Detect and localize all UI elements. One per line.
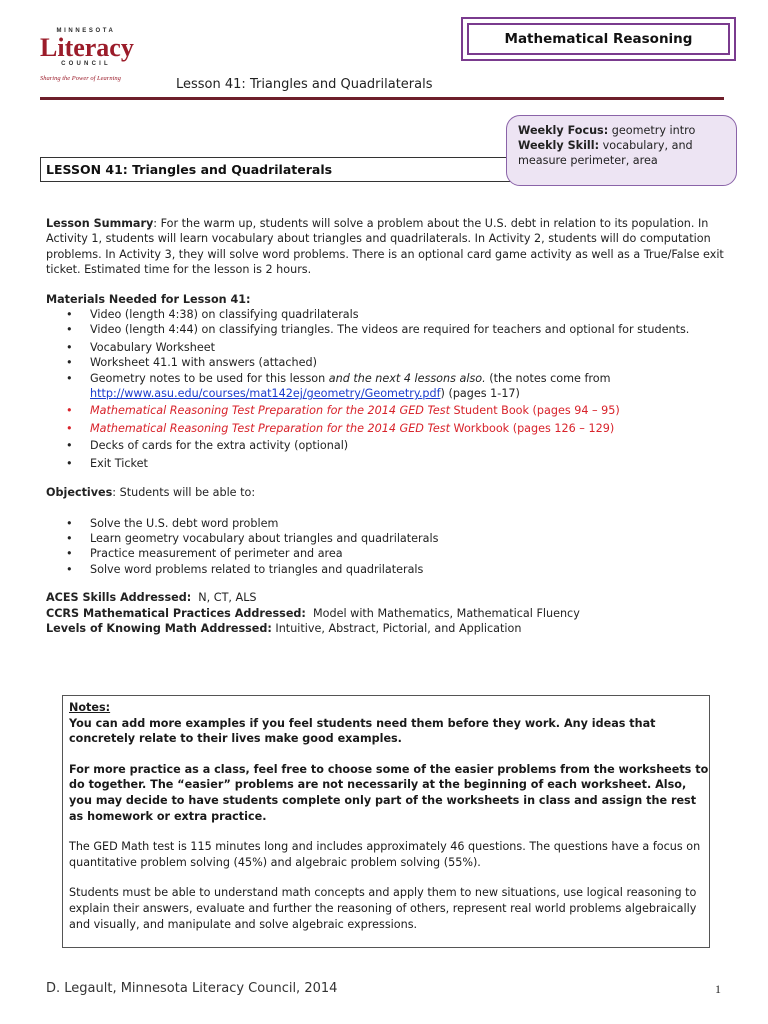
objectives-label: Objectives [46, 486, 113, 500]
course-title-box [461, 17, 736, 61]
geometry-notes-link[interactable]: http://www.asu.edu/courses/mat142ej/geometry/Geometry.pdf [90, 387, 441, 401]
list-item: • Solve word problems related to triangles and quadrilaterals [46, 562, 736, 577]
page-number: 1 [715, 982, 721, 996]
list-item: • Mathematical Reasoning Test Preparation for the 2014 GED Test Workbook (pages 126 – 129) [46, 421, 736, 436]
materials-heading: Materials Needed for Lesson 41: [46, 292, 251, 306]
objectives-list [46, 516, 736, 578]
levels-label: Levels of Knowing Math Addressed: [46, 621, 272, 635]
footer-credit: D. Legault, Minnesota Literacy Council, 2014 [46, 981, 338, 996]
ccrs-label: CCRS Mathematical Practices Addressed: [46, 606, 306, 620]
weekly-focus-label: Weekly Focus: [518, 124, 609, 137]
objectives-intro: : Students will be able to: [112, 486, 256, 500]
lesson-summary-text: : For the warm up, students will solve a problem about the U.S. debt in relation to its population. In Activity 1, students will learn vocabulary about triangles and quadrilaterals. In Activity 2, students will do computation problems. In Activity 3, they will solve word problems. There is an optional card game activity as well as a True/False exit ticket. Estimated time for the lesson is 2 hours. [46, 217, 724, 277]
list-item: • Exit Ticket [46, 456, 736, 471]
notes-heading: Notes: [69, 701, 111, 714]
aces-value: N, CT, ALS [191, 591, 257, 605]
lesson-title: LESSON 41: Triangles and Quadrilaterals [46, 162, 333, 177]
weekly-skill-label: Weekly Skill: [518, 139, 600, 152]
list-item: • Decks of cards for the extra activity (optional) [46, 438, 736, 453]
header-divider [40, 97, 724, 100]
notes-paragraph-2: For more practice as a class, feel free to choose some of the easier problems from the worksheets to do together. The “easier” problems are not necessarily at the beginning of each worksheet. Also, you may decide to have students complete only part of the worksheets in class and assign the rest as homework or extra practice. [69, 762, 709, 823]
list-item: • Video (length 4:38) on classifying quadrilaterals [46, 307, 736, 322]
list-item: • Video (length 4:44) on classifying triangles. The videos are required for teachers and optional for students. [46, 322, 736, 337]
ccrs-value: Model with Mathematics, Mathematical Fluency [305, 606, 580, 620]
notes-paragraph-4: Students must be able to understand math concepts and apply them to new situations, use logical reasoning to explain their answers, evaluate and further the reasoning of others, represent real world problems algebraically and visually, and manipulate and solve algebraic expressions. [69, 886, 697, 931]
weekly-focus-value: geometry intro [611, 124, 696, 137]
logo-top-text: MINNESOTA [56, 28, 116, 34]
logo-tagline: Sharing the Power of Learning [40, 75, 121, 82]
header-lesson-subtitle: Lesson 41: Triangles and Quadrilaterals [176, 77, 433, 92]
notes-paragraph-3: The GED Math test is 115 minutes long and includes approximately 46 questions. The questions have a focus on quantitative problem solving (45%) and algebraic problem solving (55%). [69, 840, 701, 869]
list-item: • Vocabulary Worksheet [46, 340, 736, 355]
weekly-focus-box [506, 115, 737, 186]
list-item: • Geometry notes to be used for this lesson and the next 4 lessons also. (the notes come from http://www.asu.edu/courses/mat142ej/geometry/Geometry.pdf) (pages 1-17) [46, 371, 736, 402]
lesson-summary-label: Lesson Summary [46, 217, 154, 230]
lesson-content [46, 216, 736, 636]
list-item: • Practice measurement of perimeter and area [46, 546, 736, 561]
aces-label: ACES Skills Addressed: [46, 591, 192, 605]
lesson-summary [46, 216, 736, 278]
levels-value: Intuitive, Abstract, Pictorial, and Application [271, 621, 522, 635]
list-item: • Worksheet 41.1 with answers (attached) [46, 355, 736, 370]
notes-paragraph-1: You can add more examples if you feel students need them before they work. Any ideas that concretely relate to their lives make good examples. [69, 716, 656, 746]
minnesota-literacy-council-logo [40, 28, 150, 82]
notes-box [62, 695, 710, 948]
logo-sub-text: COUNCIL [61, 61, 111, 67]
list-item: • Learn geometry vocabulary about triangles and quadrilaterals [46, 531, 736, 546]
weekly-skill-value: vocabulary, and [602, 139, 693, 152]
materials-list [46, 307, 736, 471]
course-title: Mathematical Reasoning [504, 31, 693, 47]
list-item: • Mathematical Reasoning Test Preparation for the 2014 GED Test Student Book (pages 94 – 95) [46, 403, 736, 418]
list-item: • Solve the U.S. debt word problem [46, 516, 736, 531]
weekly-skill-value-cont: measure perimeter, area [518, 154, 658, 167]
logo-main-text: Literacy [40, 33, 134, 62]
